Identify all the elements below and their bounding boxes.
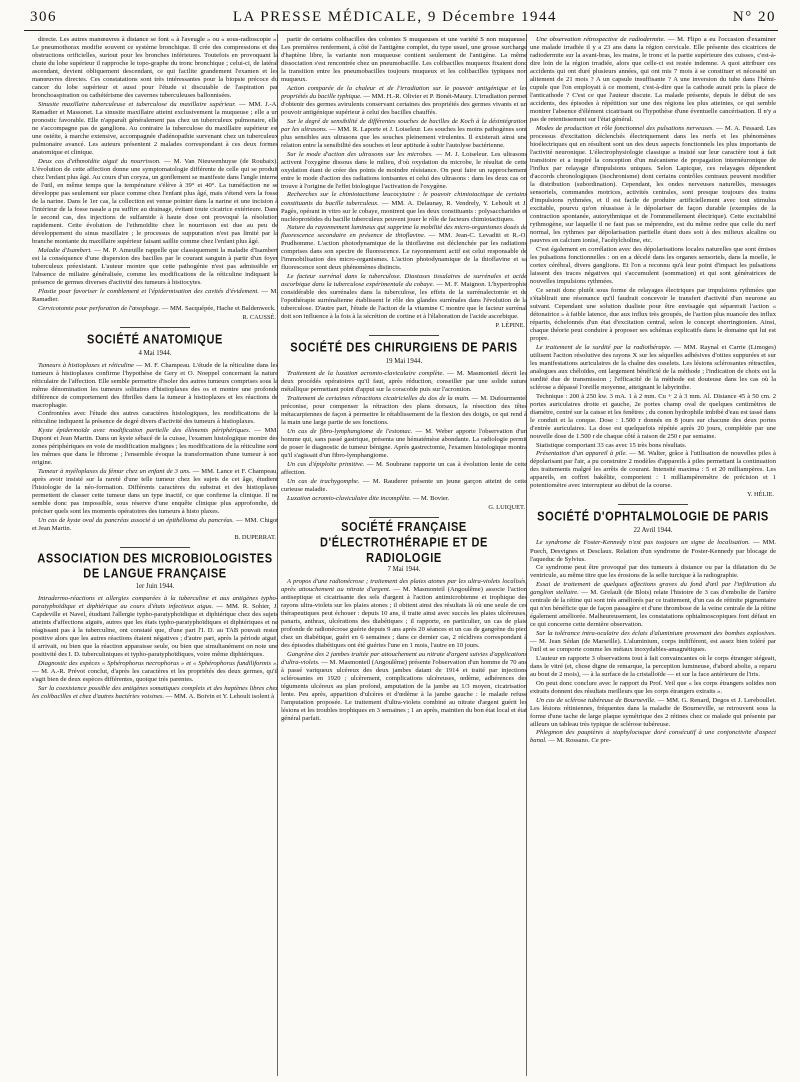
- article-list: [281, 36, 527, 321]
- article-heading: Modes de production et rôle fonctionnel des pulsations nerveuses.: [536, 124, 714, 132]
- article-list: [281, 370, 527, 502]
- signature: B. DUPERRAT.: [234, 534, 276, 542]
- article-paragraph: [281, 428, 527, 460]
- article-heading: Sur le degré de sensibilité de différentes souches de bacilles de Koch à la désintégration par les ultrasons.: [281, 117, 527, 133]
- signature: Y. HÉLIE.: [746, 491, 774, 499]
- article-text: — M. Rauderer présente un jeune garçon atteint de cette curieuse maladie.: [281, 477, 528, 493]
- section-separator: [120, 327, 190, 328]
- article-paragraph: [32, 305, 278, 313]
- article-text: — M. Masmonteil (Angoulême) présente l'observation d'un homme de 70 ans à passé variqueux ulcéreux des deux jambes datant de 1914 et traité par injections sclérosantes en 1920 ; ulcèrement, complications ulcéreuses, œdème, adhérences des téguments ulcéreux au plan profond, amputation de la jambe au 1/3 moyen, cicatrisation lente. Peu après, apparition d'ulcères et d'œdème à la jambe gauche : le malade refuse l'amputation proposée. Le traitement d'ultra-violets combiné au nitrate d'argent guérit les lésions et les troubles trophiques en 3 semaines ; 1 an après, maintien du bon état local et état général parfait.: [281, 658, 527, 722]
- article-heading: Kyste épidermoïde avec modification partielle des éléments périphériques.: [38, 427, 251, 435]
- section-title: SOCIÉTÉ ANATOMIQUE: [87, 332, 223, 347]
- article-heading: Le facteur surrénal dans la tuberculose. Diastases tissulaires de surrénales et acide ascorbique dans la tuberculose expérimentale du cobaye.: [281, 273, 527, 289]
- article-text: — MM. Raynal et Carrie (Limoges) utilisent l'action résolutive des rayons X sur les séquelles adhésives d'otites suppurées et sur les manifestations auriculaires de la chaîne des osselets. Les lésions sclérosantes rétractiles, analogues aux chéloïdes, ont largement bénéficié de la méthode ; l'indication de choix est la surdité due de transmission ; l'efficacité de la méthode est douteuse dans les cas où la sclérose a dépassé l'oreille moyenne, atteignant le labyrinthe.: [530, 343, 776, 391]
- article-paragraph: [281, 461, 527, 477]
- article-list: [32, 36, 278, 313]
- article-text: Ce serait donc plutôt sous forme de relayages électriques par impulsions rythmées que s'établirait une résonance qu'il faudrait concevoir le transfert d'activité d'un neurone au suivant. Cependant une solution dualiste pour être envisagée qui séparerait l'action « détonatrice » à faible latence, due aux influx très groupés, de l'action plus nuancée des influx répartis, échelonnés d'un état d'excitation central, selon le concept sherringtonien. Ainsi, chaque théorie peut conduire à proposer ses schémas explicatifs dans le domaine qui lui est propre.: [530, 286, 776, 342]
- article-paragraph: [281, 395, 527, 427]
- article-paragraph: [32, 101, 278, 157]
- article-heading: Traitement de certaines rétractions cicatricielles du dos de la main.: [287, 395, 470, 403]
- article-paragraph: [281, 273, 527, 321]
- article-paragraph: [281, 478, 527, 494]
- article-text: — MM. Jean-C. Levaditi et R.-O. Prudhomme. L'action photodynamique de la thioflavine est déclenchée par les radiations comprises dans son spectre de fluorescence. Le rayonnement actif est celui responsable de l'immobilisation des micro-organismes. L'action photodynamique de la thioflavine et sa fluorescence sont deux phénomènes distincts.: [281, 232, 527, 272]
- article-text: — M. F. Maignon. L'hypertrophie considérable des surrénales dans la tuberculose, les effets de la surrénalectomie et de l'opothérapie surrénalienne établissent le rôle des glandes surrénales dans l'évolution de la tuberculose. D'autre part, l'étude de l'action de la vitamine C montre que le facteur surrénal doit son influence à la fois à la sécrétion de cortine et à l'élaboration de l'acide ascorbique.: [281, 281, 527, 321]
- article-text: On peut donc conclure avec le rapport du Prof. Veil que « les corps étrangers solides non extraits donnent des résultats meilleurs que les corps étrangers extraits ».: [530, 679, 776, 695]
- article-list: [530, 539, 776, 745]
- page-number: 306: [30, 8, 57, 25]
- column-1: [32, 36, 278, 702]
- article-text: — MM. Chigot et Jean Martin.: [32, 517, 279, 533]
- article-paragraph: [530, 729, 776, 745]
- article-paragraph: [281, 651, 527, 723]
- article-text: Confrontées avec l'étude des autres caractères histologiques, les modifications de la réticuline indiquent la présence de degré divers d'activité des tumeurs à histioplaxes.: [32, 410, 278, 426]
- article-paragraph: [32, 660, 278, 684]
- article-heading: Sinusite maxillaire tuberculeuse et tuberculose du maxillaire supérieur.: [38, 100, 236, 108]
- article-text: — M. F. Champeau. L'étude de la réticuline dans les tumeurs à histioplaxes confirme l'hypothèse de Gery et O. Noeppel concernant la nature réticulaire de l'affection. Elle semble permettre d'isoler des autres tumeurs comprises sous la même dénomination les tumeurs solitaires d'histioplaxes des os et montre une profonde différence de comportement des fibrilles dans la tumeur à histioplaxes et les réactions de macrophagie.: [32, 361, 279, 409]
- article-text: — MM. Puech, Desvignes et Desclaux. Relation d'un syndrome de Foster-Kennedy par blocage de l'aqueduc de Sylvius.: [530, 539, 776, 563]
- article-heading: A propos d'une radionécrose ; traitement des plaies atones par les ultra-violets localisés, après attouchement au nitrate d'argent.: [281, 577, 527, 593]
- article-text: partir de certains colibacilles des colonies S muqueuses et une variété S non muqueuse. Les premières renferment, à côté de l'antigène complet, du type usuel, une grosse surcharge d'haptène libre, la variante non muqueuse contient seulement de l'antigène. La même dissociation s'est rencontrée chez un pneumobacille. Les colibacilles muqueux fixaient donc la transition entre les pneumobacilles toujours muqueux et les colibacilles typiques non muqueux.: [281, 36, 527, 84]
- article-text: — M. Jean Sédan (de Marseille). L'aluminium, corps indifférent, est assez bien toléré par l'œil et se comporte comme les métaux inoxydables-amagnétiques.: [530, 638, 776, 654]
- article-paragraph: [281, 224, 527, 272]
- article-heading: Gangrène des 2 jambes traitée par attouchement au nitrate d'argent suivies d'applications d'ultra-violets.: [281, 650, 527, 666]
- article-paragraph: [281, 370, 527, 394]
- article-paragraph: [530, 450, 776, 490]
- signature: P. LÉPINE.: [495, 322, 525, 330]
- article-paragraph: [281, 191, 527, 223]
- section-separator: [618, 504, 688, 505]
- article-text: — MM. Lance et F. Champeau, après avoir insisté sur la rareté d'une telle tumeur chez les sujets de cet âge, étudient l'histologie de la néo-formation. Différents caractères du substrat et des histioplaxes permettent de classer cette tumeur dans un type inactif, ce que confirme la clinique. Il ne semble donc pas impossible, sous réserve d'une enquête clinique plus approfondie, de préciser quels sont les moments opératoires des tumeurs à histo plaxes.: [32, 468, 278, 516]
- article-heading: Présentation d'un appareil à pile.: [536, 450, 628, 458]
- article-paragraph: [32, 468, 278, 516]
- article-paragraph: [281, 578, 527, 650]
- article-text: — M. Rossano. Ce pre-: [548, 737, 611, 745]
- article-text: — MM. Dupont et Jean Martin. Dans un kyste sébacé de la cuisse, l'examen histologique montre des zones périphériques en voie de modification malignes ; les modifications de la réticuline sont les mêmes que dans le fibrome ; l'ensemble évoque la transformation d'une tumeur à son origine.: [32, 427, 278, 467]
- article-text: — M. J. Loiseleur. Les ultrasons activent l'oxygène dissous dans le milieu, d'où oxydation du microbe, le résultat de cette oxydation étant de créer des points de moindre résistance. On peut faire un rapprochement entre le mode d'action des radiations ionisantes et celui des ultrasons : dans les deux cas on trouve à l'origine de l'effet biologique l'activation de l'oxygène.: [281, 150, 528, 190]
- article-text: Technique : 200 à 250 kw. 3 mA. 1 à 2 mm. Cu + 2 à 3 mm. Al. Distance 45 à 50 cm. 2 portes auriculaires droite et gauche, 2e portes champ oval de quelques centimètres de diamètre, centré sur la caisse et les fenêtres ; du conon hydrophile imbibé d'eau est tassé dans le conduit et la conque. Dose : 1.500 r donnés en 8 jours sur chacune des deux portes d'entrée auriculaires. La dose est quelquefois répétée après 20 jours, complétée par une nouvelle dose de 1.500 r de chaque côté à raison de 250 r par semaine.: [530, 392, 776, 440]
- article-text: — MM. A. Boivin et Y. Lehoult isolent à: [165, 692, 274, 700]
- article-text: Ce syndrome peut être provoqué par des tumeurs à distance ou par la dilatation du 3e ventricule, au même titre que les érosions de la selle turcique à la radiographie.: [530, 564, 776, 580]
- section-date: 4 Mai 1944.: [138, 349, 172, 357]
- article-text: — M. A.-R. Prévot conclut, d'après les caractères et les propriétés des deux germes, qu'il s'agit bien de deux espèces différentes, quoique très parentes.: [32, 668, 278, 684]
- article-heading: Une observation rétrospective de radiodermite.: [536, 36, 666, 43]
- article-paragraph: [530, 655, 776, 679]
- article-text: — M. Grelault (de Blois) relate l'histoire de 3 cas d'embolie de l'artère centrale de la rétine qui sont très améliorés par ce traitement, d'un cas de rétinite pigmentaire qui n'en bénéficie que de façon passagère et d'une thrombose de la veine centrale de la rétine également améliorée. Malheureusement, les constatations ophtalmoscopiques font défaut en ce qui concerne cette dernière observation.: [530, 589, 777, 629]
- signature: G. LUIQUET.: [488, 503, 525, 511]
- article-paragraph: [32, 247, 278, 287]
- article-paragraph: [32, 288, 278, 304]
- article-paragraph: [530, 287, 776, 343]
- article-paragraph: [530, 442, 776, 450]
- article-text: — MM. A. Delaunay, R. Vendrely, Y. Lehoult et J. Pagès, opérant in vitro sur le cobaye, montrent que les deux constituants : polysaccharides et nucléoprotéides du bacille tuberculeux peuvent jouer le rôle de facteurs chimiotactiques.: [281, 199, 527, 223]
- issue-number: N° 20: [732, 8, 776, 25]
- article-paragraph: [530, 564, 776, 580]
- article-heading: Diagnostic des espèces « Sphérophorus necrophorus » et « Sphérophorus fundiliformis ».: [38, 660, 278, 668]
- article-heading: Le traitement de la surdité par la radiothérapie.: [536, 343, 672, 351]
- article-paragraph: [32, 427, 278, 467]
- article-heading: Un cas de trachygomphe.: [287, 477, 360, 485]
- article-text: — M. Walter, grâce à l'utilisation de nouvelles piles à dépolarisant par l'air, a pu construire 2 modèles d'appareils à piles permettant la continuation des traitements malgré les arrêts de courant. Intensité maxima : 5 et 20 milliampères. Les appareils, en coffret bakélite, comportent : 1 milliampèremètre de précision et 1 potentiomètre avec interrupteur au début de la course.: [530, 450, 776, 490]
- section-title: SOCIÉTÉ DES CHIRURGIENS DE PARIS: [290, 341, 518, 356]
- section-date: 22 Avril 1944.: [633, 527, 673, 535]
- section-separator: [369, 335, 439, 336]
- article-paragraph: [281, 495, 527, 503]
- signature: R. CAUSSÉ.: [242, 313, 276, 321]
- article-text: — M. Masmonteil décrit les deux procédés opératoires qu'il faut, après réduction, conseiller par une solide suture métallique permettant point d'appui sur la coracoïde puis sur l'acromion.: [281, 370, 527, 394]
- article-paragraph: [281, 151, 527, 191]
- article-text: — M. P. Ameuille rappelle que classiquement la maladie d'Isambert est la conséquence d'une dispersion des bacilles par le courant sanguin à partir d'un foyer tuberculeux préexistant. L'auteur montre que cette pathogénie n'est pas admissible en l'absence de miliaire généralisée, comme les modifications de la réticuline indiquant la présence de germes diverses d'activité des tumeurs à histiocytes.: [32, 246, 278, 286]
- article-paragraph: [530, 697, 776, 729]
- article-heading: Essai de traitement de quelques affections graves du fond d'œil par l'infiltration du ganglion stellaire.: [530, 581, 776, 597]
- article-list: [32, 362, 278, 534]
- article-text: directe. Les autres manœuvres à distance se font « à l'aveugle » ou « sous-radioscopie ». Le pneumothorax modifie souvent ce système bronchique. Il crée des compressions et des obstructions orificielles, surtout pour les bronches inférieures. Toutefois en provoquant la chute du lobe supérieur il rapproche le topo-graphe du tronc bronchique ; celui-ci, de latéral ascendant, devient obliquement descendant, ce qui facilite grandement l'examen et les manœuvres directes. Ces constatations sont très intéressantes pour la biopsie précoce du cancer du lobe supérieur et aussi pour l'étude si discutable de l'aspiration par bronchoaspiration ou cathétérisme des cavernes tuberculeuses ballonnisées.: [32, 36, 278, 100]
- article-text: Statistique comportant 33 cas avec 15 très bons résultats.: [536, 441, 687, 449]
- article-paragraph: [281, 118, 527, 150]
- article-text: — M. Soubrane rapporte un cas à évolution lente de cette affection.: [281, 460, 527, 476]
- article-paragraph: [281, 36, 527, 84]
- section-date: 7 Mai 1944.: [387, 565, 421, 573]
- section-date: 1er Juin 1944.: [135, 583, 175, 591]
- article-paragraph: [530, 125, 776, 245]
- page-header: [30, 6, 776, 28]
- article-paragraph: [530, 393, 776, 441]
- section-title: SOCIÉTÉ FRANÇAISE D'ÉLECTROTHÉRAPIE ET DE RADIOLOGIE: [320, 520, 488, 565]
- article-heading: Phlegmon des paupières à staphylocoque doré consécutif à une conjonctivite d'aspect banal.: [530, 729, 776, 745]
- section-date: 19 Mai 1944.: [385, 358, 423, 366]
- article-heading: Intradermo-réactions et allergies comparées à la tuberculine et aux antigènes typho-paratyphoïdique et diphtérique au cours d'états infectieux aigus.: [32, 595, 278, 611]
- article-paragraph: [530, 36, 776, 124]
- article-heading: Un cas de sclérose tubéreuse de Bourneville.: [536, 696, 656, 704]
- article-paragraph: [530, 539, 776, 563]
- article-list: [32, 595, 278, 701]
- article-heading: Un cas d'épiploïte primitive.: [287, 460, 365, 468]
- article-paragraph: [32, 36, 278, 100]
- article-heading: Luxation acromio-claviculaire dite incomplète.: [287, 494, 412, 502]
- article-paragraph: [281, 85, 527, 117]
- article-heading: Deux cas d'ethmoïdite aiguë du nourrisson.: [38, 157, 161, 165]
- article-heading: Traitement de la luxation acromio-claviculaire complète.: [287, 370, 445, 378]
- article-text: — M. Flipo a eu l'occasion d'examiner une malade irradiée il y a 23 ans dans la région cervicale. Elle présente des cicatrices de radiodermite sur la avant-bras, les mains, le tronc et la partie supérieure des cuisses, c'est-à-dire loin de la région irradiée, alors que celle-ci est restée indemne. A quoi attribuer ces accidents qui ont duré plusieurs années, qui ont mis 7 mois à se constituer et nécessité un alitement de 21 mois ? A un capsule insuffisante ? A une inversion du tube dans l'hémi-cupule que l'on employait à ce moment, c'est-à-dire que la cathode aurait pris la place de l'anticathode ? C'est ce que l'auteur discute. La malade présente, depuis le début de ses accidents, des épisodes à répétition sur une des régions les plus atteintes, ce qui semble montrer l'absence d'élément cicatrisant ou l'hypothèse d'une éventuelle cancérisation. Il n'y a pas de retentissement sur l'état général.: [530, 36, 776, 124]
- article-text: — M. Masmonteil (Angoulême) associe l'action antiseptique et cicatrisante des sels d'argent à l'action antimicrobienne et trophique des rayons ultra-violets sur les plaies atones ; il obtient ainsi des résultats là où une seule de ces thérapeutiques peut échouer : depuis 10 ans, il traite ainsi avec succès les plaies ulcéreuses, panaris, anthrax, ulcérations des diabétiques ; il rapporte, en particulier, un cas de plaie profonde de radionécrose guérie depuis 9 ans après 20 séances et un cas de gangrène du pied chez un diabétique, guéri en 6 semaines ; dans ce dernier cas, 2 récidives correspondant à des épisodes diabétiques ont été guéries l'une en 1 mois, l'autre en 10 jours.: [281, 585, 527, 649]
- article-heading: Tumeur à myéloplaxes du fémur chez un enfant de 3 ans.: [38, 468, 191, 476]
- article-text: — MM. G. Renard, Degos et J. Lereboullet. Les lésions rétiniennes, fréquentes dans la maladie de Bourneville, se retrouvent sous la forme d'une tache de large plaque symétrique des 2 rétines chez ce malade qui présente par ailleurs un tableau très typique de sclérose tubéreuse.: [530, 696, 776, 728]
- journal-title: LA PRESSE MÉDICALE, 9 Décembre 1944: [232, 8, 558, 25]
- article-paragraph: [530, 630, 776, 654]
- article-heading: Maladie d'Isambert.: [38, 246, 92, 254]
- article-text: — MM. H.-R. Olivier et P. Bonét-Maury. L'irradiation permet d'obtenir des germes avirulents conservant certaines des propriétés des germes vivants et un pouvoir antigénique supérieur à celui des bacilles chauffés.: [281, 92, 527, 116]
- article-heading: Sur le mode d'action des ultrasons sur les microbes.: [287, 150, 433, 158]
- article-heading: Recherches sur le chimiotactisme leucocytaire : le pouvoir chimiotactique de certains constituants du bacille tuberculeux.: [281, 191, 527, 207]
- article-paragraph: [32, 685, 278, 701]
- section-title: ASSOCIATION DES MICROBIOLOGISTES DE LANGUE FRANÇAISE: [37, 551, 273, 582]
- article-heading: Le syndrome de Foster-Kennedy n'est pas toujours un signe de localisation.: [536, 539, 750, 547]
- article-text: C'est également en corrélation avec des dépolarisations locales naturelles que sont émises les pulsations fonctionnelles : on en a décelé dans les organes sensoriels, dans la moelle, le cortex cérébral, divers ganglions. Et l'on a reconnu qu'à leur point d'impact les pulsations laissent des traces négatives qui s'accumulent (sommation) et qui sont génératrices de nouvelles impulsions rythmées.: [530, 246, 776, 286]
- section-separator: [120, 547, 190, 548]
- article-heading: Action comparée de la chaleur et de l'irradiation sur le pouvoir antigénique et les propriétés du bacille typhique.: [281, 84, 527, 100]
- article-paragraph: [530, 246, 776, 286]
- article-heading: Nature du rayonnement lumineux qui supprime la mobilité des micro-organismes doués de fluorescence secondaire en présence de thioflavine.: [281, 224, 527, 240]
- article-text: L'auteur en rapporte 3 observations tout à fait convaincantes où le corps étranger siégeait, dans le vitré (et, chose digne de remarque, la perception lumineuse, d'abord abolie, a reparu au bout de 2 mois), — à la surface de la cristalloïde — et sur la face antérieure de l'iris.: [530, 654, 776, 678]
- article-text: — M. Dufourmentel préconise, pour compenser la rétraction des plans dorsaux, la résection des têtes métacarpiennes de façon à permettre le rétablissement de la flexion des doigts, ce qui rend à la main une large partie de ses fonctions.: [281, 395, 527, 427]
- header-rule: [24, 30, 778, 31]
- article-paragraph: [32, 595, 278, 659]
- article-paragraph: [32, 158, 278, 246]
- article-text: — M. A. Fessard. Les processus d'excitation déclenchés électriquement dans les nerfs et les phénomènes bioélectriques qui en résultent sont un des deux aspects fonctionnels les plus importants de l'activité neuronique. L'électrophysiologie classique a insisté sur leur caractère tout à fait transitoire et a inspiré la conception d'un mécanisme de propagation internéuronique de l'influx par relayage d'impulsions uniques. Selon Lapicque, ces relayages dépendent d'accords chronologiques (isochronisme) dont certains contrôles centraux peuvent modifier la distribution (subordination). Cependant, les ondes nerveuses naturelles, messages sensoriels, commandes motrices, activités centrales, sont presque toujours des trains d'impulsions rythmées, et il est facile de produire artificiellement avec tout stimulus excitable, pourvu qu'on réussisse à le dépolariser de façon durable (exemples de la contraction spontanée, autorythmique et de l'ommmellement électrique). Cette excitabilité rythmogène, sur laquelle il ne faut pas se méprendre, est du même ordre que celle du nerf normal, les rythmes par dépolarisation partielle étant dues soit à des milieux alcalins ou pauvres en calcium ionisé, l'acétylcholine, etc.: [530, 124, 777, 245]
- column-3: [530, 36, 776, 746]
- article-heading: Cervicotomie pour perforation de l'œsophage.: [38, 304, 161, 312]
- section-title: SOCIÉTÉ D'OPHTALMOLOGIE DE PARIS: [537, 510, 769, 525]
- article-heading: Un cas de fibro-lymphangiome de l'estomac.: [287, 428, 413, 436]
- article-paragraph: [530, 581, 776, 629]
- article-list: [281, 578, 527, 723]
- article-text: — MM. R. Laporte et J. Loiseleur. Les souches les moins pathogènes sont plus sensibles aux ultrasons que les souches pleinement virulentes. Il existerait ainsi une relation entre la sensibilité des souches et leur aptitude à subir l'autolyse bactérienne.: [281, 125, 528, 149]
- article-text: — MM. Sacquépée, Hache et Baldenweck.: [161, 304, 276, 312]
- article-heading: Tumeurs à histioplaxes et réticuline: [38, 361, 134, 369]
- article-paragraph: [530, 680, 776, 696]
- article-text: — MM. R. Sohier, J. Capdeville et Navel, étudiant l'allergie typho-paratyphoïdique et diphtérique chez des sujets atteints d'affections aiguës, autres que les états typho-paratyphoïdiques et diphtériques et ne réagissant pas à la tuberculine, ont constaté que, d'une part l'I. D. au TAB pouvait rester positive alors que les autres réactions étaient négatives ; d'autre part, après la période aiguë, il arrivait, ou bien que la réaction apparaisse seule, ou bien que simultanément on note une positivité des I. D. tuberculiniques et typho-paratyphoïdiques, voire même diphtériques.: [32, 603, 278, 659]
- article-heading: Plastie pour favoriser le comblement et l'épidermisation des cavités d'évidement.: [38, 287, 259, 295]
- article-paragraph: [530, 344, 776, 392]
- article-heading: Un cas de kyste oval du pancréas associé à un épithélioma du pancréas.: [38, 517, 234, 525]
- article-text: — M. Bovier.: [412, 494, 450, 502]
- section-separator: [369, 517, 439, 518]
- article-text: — M. Weber apporte l'observation d'un homme qui, sans passé gastrique, présenta une hématémèse abondante. La radiologie permit de poser le diagnostic de tumeur bénigne. Après gastrectomie, l'examen histologique montra qu'il s'agissait d'un fibro-lymphangiome.: [281, 428, 528, 460]
- article-heading: Sur la coexistence possible des antigènes somatiques complets et des haptènes libres chez les colibacilles et chez d'autres bactéries voisines.: [32, 684, 278, 700]
- article-text: — M. Van Nieuwenhuyse (de Roubaix). L'évolution de cette affection donne une symptomatologie différente de celle qui se produit chez l'enfant plus âgé. Au cours d'un coryza, un gonflement se manifeste dans l'angle interne de l'œil, en même temps que la température s'élève à 39° et 40°. La tuméfaction ne se développe pas seulement sur place comme chez l'enfant plus âgé, mais s'étend vers la fosse de la narine. Dans le 1er cas, la collection est venue pointer dans la narine et une incision à l'intérieur de la fosse nasale a pu suffire au drainage, évitant toute cicatrice extérieure. Dans le second cas, des injections de sulfamide à haute dose ont provoqué la résolution rapidement. Cette évolution de l'ethmoïdite chez le nourrisson est due au peu de développement du sinus maxillaire ; le processus de suppuration n'est pas limité par la branche montante du maxillaire supérieur faisant saillie comme chez l'enfant plus âgé.: [32, 157, 278, 245]
- article-paragraph: [32, 362, 278, 410]
- article-list: [530, 36, 776, 490]
- article-text: — M. Ramadier.: [32, 287, 278, 303]
- article-heading: Sur la tolérance intra-oculaire des éclats d'aluminium provenant des bombes explosives.: [536, 630, 776, 638]
- article-paragraph: [32, 410, 278, 426]
- article-paragraph: [32, 517, 278, 533]
- article-text: — MM. J.-A. Ramadier et Massonet. La sinusite maxillaire atteint exclusivement la muqueuse ; elle a un pronostic favorable. Elle n'apparaît généralement pas chez un tuberculeux pulmonaire, elle ne s'accompagne pas de ganglions. Au contraire la tuberculose du maxillaire supérieur est une ostéite, à marche extensive, accompagnée d'adénopathie survenant chez un tuberculeux pulmonaire avancé. Les auteurs présentent 2 malades correspondant à ces deux formes anatomique et clinique.: [32, 100, 278, 157]
- column-2: [281, 36, 527, 724]
